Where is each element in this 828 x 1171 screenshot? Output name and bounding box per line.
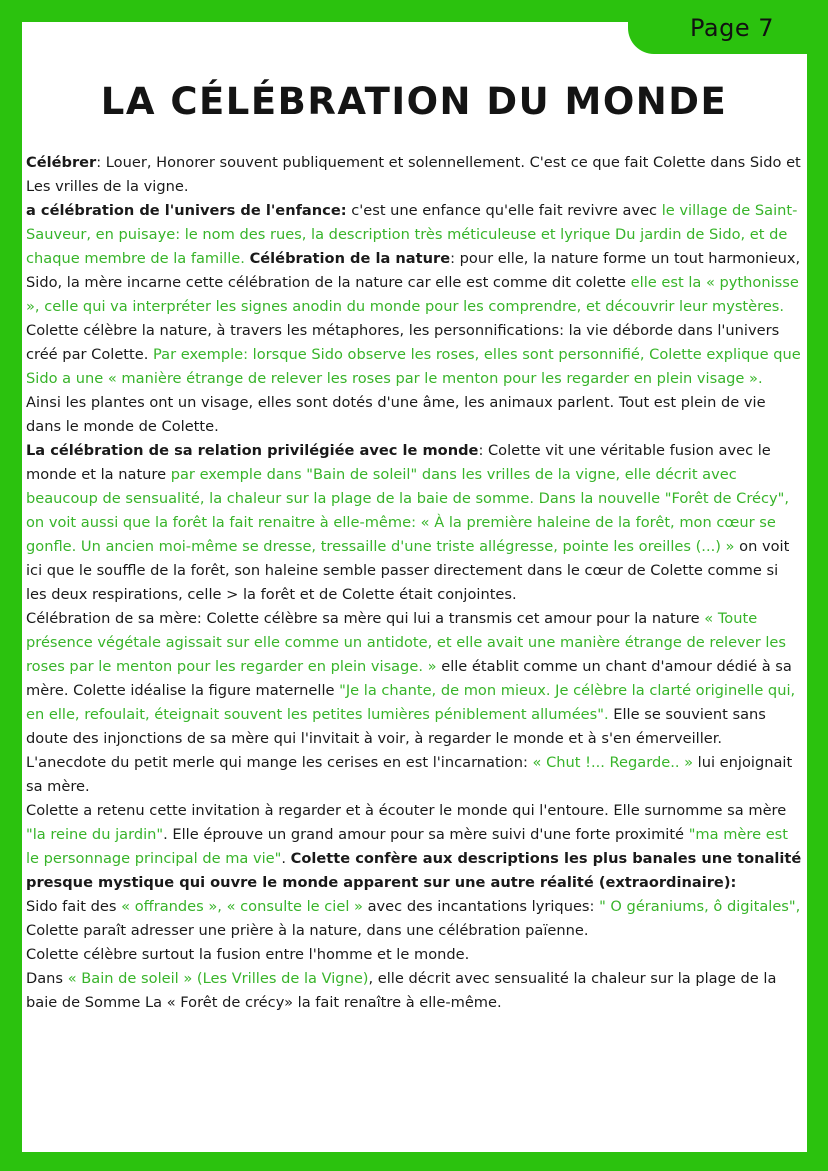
text-run: : Colette vit une véritable fusion avec le monde et la nature	[26, 442, 771, 483]
quote-highlight: "ma mère est le personnage principal de ma vie"	[26, 826, 788, 867]
text-run: Colette paraît adresser une prière à la nature, dans une célébration païenne.	[26, 922, 589, 939]
quote-highlight: par exemple dans "Bain de soleil" dans les vrilles de la vigne, elle décrit avec beaucoup de sensualité, la chaleur sur la plage de la baie de somme. Dans la nouvelle "Forêt de Crécy", on voit aussi que la forêt la fait renaitre à elle-même: « À la première haleine de la forêt, mon cœur se gonfle. Un ancien moi-même se dresse, tressaille d'une triste allégresse, pointe les oreilles (...) »	[26, 466, 790, 555]
bold-heading: a célébration de l'univers de l'enfance:	[26, 202, 347, 219]
quote-highlight: "la reine du jardin"	[26, 826, 164, 843]
text-run: Colette a retenu cette invitation à regarder et à écouter le monde qui l'entoure. Elle surnomme sa mère	[26, 802, 787, 819]
paragraph	[26, 799, 802, 895]
bold-heading: Célébration de la nature	[249, 250, 451, 267]
paragraph	[26, 895, 802, 943]
paragraph	[26, 943, 802, 967]
text-run: avec des incantations lyriques:	[362, 898, 600, 915]
text-run: Célébration de sa mère: Colette célèbre sa mère qui lui a transmis cet amour pour la nature	[26, 610, 705, 627]
quote-highlight: elle est la « pythonisse », celle qui va interpréter les signes anodin du monde pour les comprendre, et découvrir leur mystères.	[26, 274, 799, 315]
text-run: Ainsi les plantes ont un visage, elles sont dotés d'une âme, les animaux parlent. Tout est plein de vie dans le monde de Colette.	[26, 394, 766, 435]
text-run: .	[281, 850, 291, 867]
quote-highlight: "Je la chante, de mon mieux. Je célèbre la clarté originelle qui, en elle, refoulait, éteignait souvent les petites lumières péniblement allumées".	[26, 682, 796, 723]
quote-highlight: Par exemple: lorsque Sido observe les roses, elles sont personnifié, Colette explique que Sido a une « manière étrange de relever les roses par le menton pour les regarder en plein visage ».	[26, 346, 801, 387]
text-run: elle établit comme un chant d'amour dédié à sa mère. Colette idéalise la figure maternelle	[26, 658, 792, 699]
page-number: Page 7	[690, 14, 774, 42]
text-run: on voit ici que le souffle de la forêt, son haleine semble passer directement dans le cœur de Colette comme si les deux respirations, celle > la forêt et de Colette était conjointes.	[26, 538, 790, 603]
text-run: lui enjoignait sa mère.	[26, 754, 793, 795]
text-run: Sido fait des	[26, 898, 122, 915]
document-body	[26, 151, 802, 1015]
paragraph	[26, 439, 802, 607]
paragraph	[26, 967, 802, 1015]
text-run: , elle décrit avec sensualité la chaleur sur la plage de la baie de Somme La « Forêt de crécy» la fait renaître à elle-même.	[26, 970, 777, 1011]
quote-highlight: « offrandes », « consulte le ciel »	[121, 898, 363, 915]
paragraph	[26, 151, 802, 199]
quote-highlight: le village de Saint-Sauveur, en puisaye: le nom des rues, la description très méticuleuse et lyrique Du jardin de Sido, et de chaque membre de la famille.	[26, 202, 798, 267]
text-run: : pour elle, la nature forme un tout harmonieux, Sido, la mère incarne cette célébration de la nature car elle est comme dit colette	[26, 250, 801, 291]
text-run: c'est une enfance qu'elle fait revivre avec	[346, 202, 662, 219]
paragraph	[26, 607, 802, 799]
paragraph	[26, 319, 802, 439]
bold-heading: Célébrer	[26, 154, 97, 171]
bold-heading: Colette confère aux descriptions les plus banales une tonalité presque mystique qui ouvre le monde apparent sur une autre réalité (extraordinaire):	[26, 850, 802, 891]
bold-heading: La célébration de sa relation privilégiée avec le monde	[26, 442, 479, 459]
quote-highlight: « Bain de soleil » (Les Vrilles de la Vigne)	[67, 970, 369, 987]
page-title: LA CÉLÉBRATION DU MONDE	[100, 80, 728, 123]
text-run: Colette célèbre la nature, à travers les métaphores, les personnifications: la vie déborde dans l'univers créé par Colette.	[26, 322, 780, 363]
quote-highlight: « Toute présence végétale agissait sur elle comme un antidote, et elle avait une manière étrange de relever les roses par le menton pour les regarder en plein visage. »	[26, 610, 786, 675]
quote-highlight: " O géraniums, ô digitales",	[599, 898, 801, 915]
text-run: : Louer, Honorer souvent publiquement et solennellement. C'est ce que fait Colette dans Sido et Les vrilles de la vigne.	[26, 154, 801, 195]
paragraph	[26, 199, 802, 319]
text-run: Colette célèbre surtout la fusion entre l'homme et le monde.	[26, 946, 470, 963]
quote-highlight: « Chut !... Regarde.. »	[532, 754, 694, 771]
text-run: Elle se souvient sans doute des injonctions de sa mère qui l'invitait à voir, à regarder le monde et à s'en émerveiller. L'anecdote du petit merle qui mange les cerises en est l'incarnation:	[26, 706, 766, 771]
text-run: . Elle éprouve un grand amour pour sa mère suivi d'une forte proximité	[163, 826, 689, 843]
text-run: Dans	[26, 970, 68, 987]
